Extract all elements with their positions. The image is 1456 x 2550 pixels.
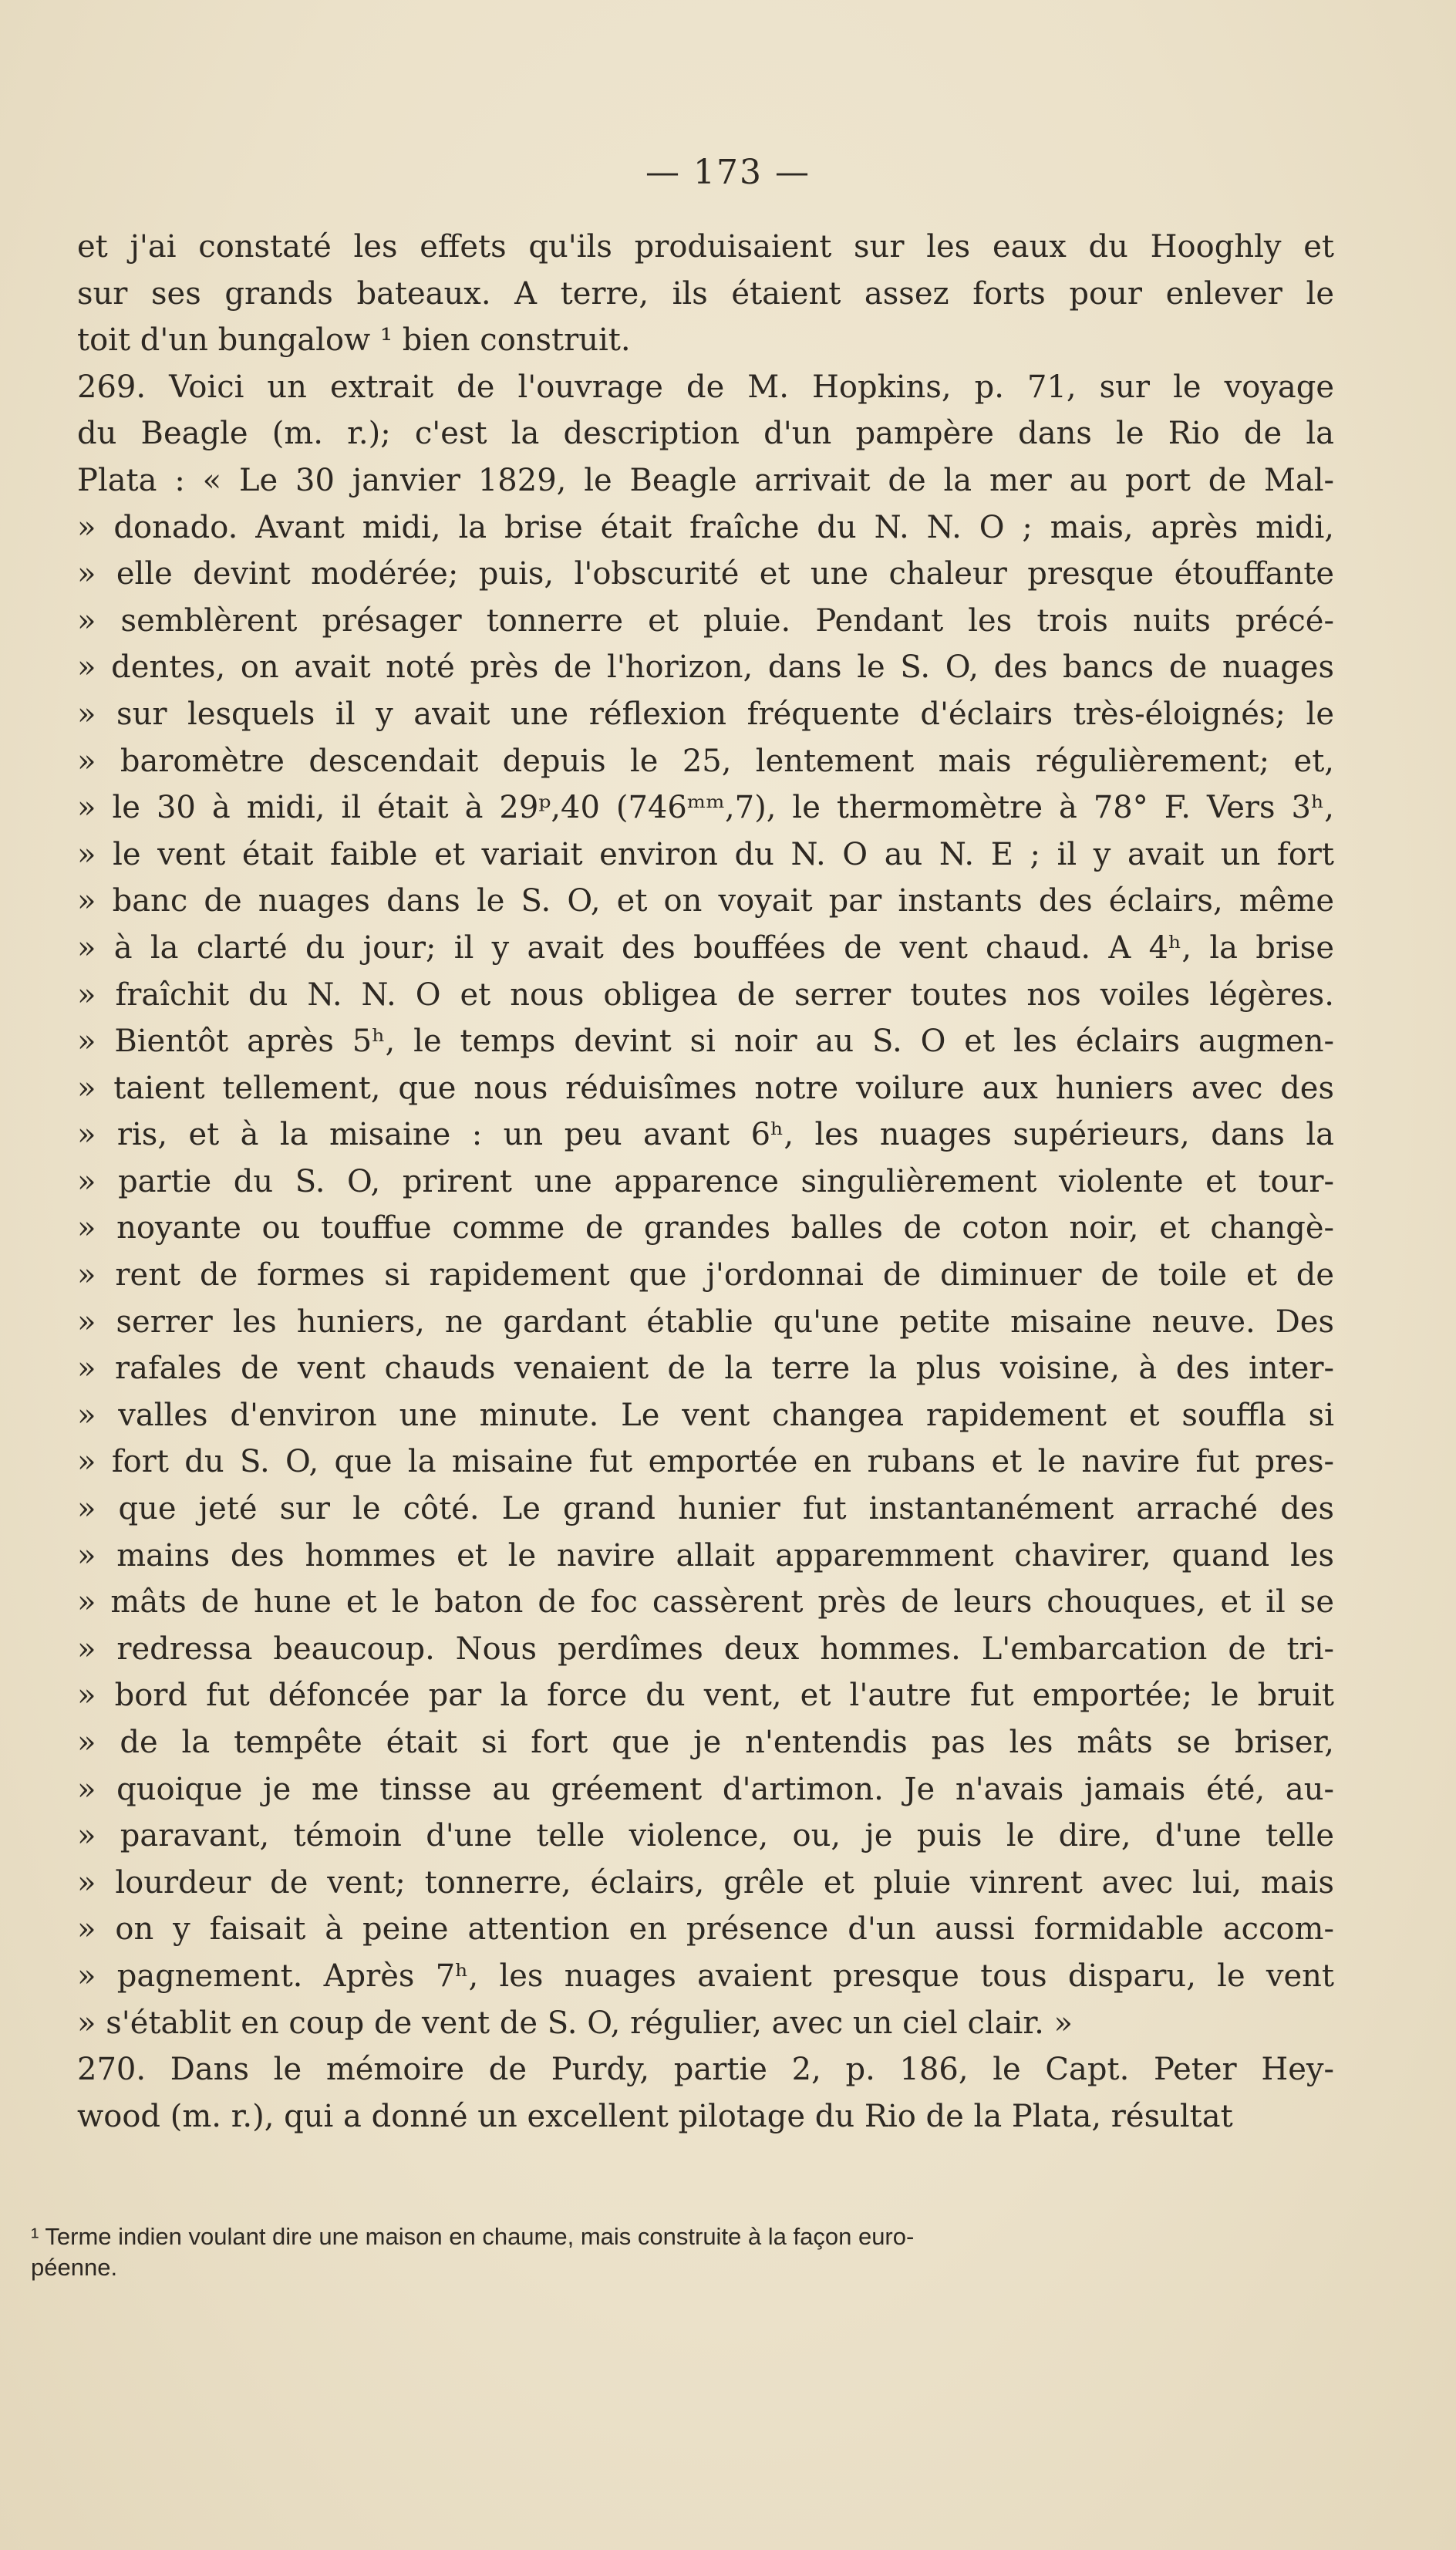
text-line: » dentes, on avait noté près de l'horizon, dans le S. O, des bancs de nuages <box>77 649 1334 686</box>
page-number: — 173 — <box>645 153 811 192</box>
body-text <box>77 224 1334 2140</box>
text-line: » lourdeur de vent; tonnerre, éclairs, grêle et pluie vinrent avec lui, mais <box>77 1864 1334 1901</box>
text-line: » noyante ou touffue comme de grandes balles de coton noir, et changè- <box>77 1210 1334 1246</box>
text-line: » mains des hommes et le navire allait apparemment chavirer, quand les <box>77 1537 1334 1574</box>
text-line: » donado. Avant midi, la brise était fraîche du N. N. O ; mais, après midi, <box>77 509 1334 545</box>
text-line: » le vent était faible et variait environ du N. O au N. E ; il y avait un fort <box>77 836 1334 872</box>
text-line: toit d'un bungalow ¹ bien construit. <box>77 322 631 359</box>
text-line: » rafales de vent chauds venaient de la terre la plus voisine, à des inter- <box>77 1351 1334 1387</box>
text-line: » rent de formes si rapidement que j'ordonnai de diminuer de toile et de <box>77 1257 1334 1294</box>
text-line: » de la tempête était si fort que je n'entendis pas les mâts se briser, <box>77 1725 1334 1760</box>
text-line: » banc de nuages dans le S. O, et on voyait par instants des éclairs, même <box>77 883 1334 919</box>
text-line: » valles d'environ une minute. Le vent changea rapidement et souffla si <box>77 1397 1334 1433</box>
text-line: » semblèrent présager tonnerre et pluie. Pendant les trois nuits précé- <box>77 602 1334 639</box>
footnote <box>31 2221 1280 2283</box>
text-line: » mâts de hune et le baton de foc cassèrent près de leurs chouques, et il se <box>77 1584 1334 1621</box>
footnote-line: péenne. <box>31 2254 118 2281</box>
text-line: 269. Voici un extrait de l'ouvrage de M. Hopkins, p. 71, sur le voyage <box>77 369 1334 405</box>
text-line: » redressa beaucoup. Nous perdîmes deux hommes. L'embarcation de tri- <box>77 1631 1334 1667</box>
text-line: » le 30 à midi, il était à 29ᵖ,40 (746ᵐᵐ,7), le thermomètre à 78° F. Vers 3ʰ, <box>77 790 1334 826</box>
text-line: » paravant, témoin d'une telle violence, ou, je puis le dire, d'une telle <box>77 1818 1334 1854</box>
text-line: du Beagle (m. r.); c'est la description d'un pampère dans le Rio de la <box>77 416 1334 452</box>
text-line: sur ses grands bateaux. A terre, ils étaient assez forts pour enlever le <box>77 275 1334 312</box>
text-line: » pagnement. Après 7ʰ, les nuages avaient presque tous disparu, le vent <box>77 1958 1334 1994</box>
text-line: » serrer les huniers, ne gardant établie qu'une petite misaine neuve. Des <box>77 1304 1334 1340</box>
text-line: » taient tellement, que nous réduisîmes notre voilure aux huniers avec des <box>77 1070 1334 1106</box>
text-line: » fraîchit du N. N. O et nous obligea de serrer toutes nos voiles légères. <box>77 976 1334 1013</box>
text-line: » elle devint modérée; puis, l'obscurité et une chaleur presque étouffante <box>77 556 1334 592</box>
text-line: » bord fut défoncée par la force du vent, et l'autre fut emportée; le bruit <box>77 1678 1334 1714</box>
text-line: 270. Dans le mémoire de Purdy, partie 2, p. 186, le Capt. Peter Hey- <box>77 2052 1334 2088</box>
text-line: » quoique je me tinsse au gréement d'artimon. Je n'avais jamais été, au- <box>77 1771 1334 1807</box>
text-line: » Bientôt après 5ʰ, le temps devint si noir au S. O et les éclairs augmen- <box>77 1024 1334 1060</box>
text-line: » sur lesquels il y avait une réflexion fréquente d'éclairs très-éloignés; le <box>77 696 1334 732</box>
text-line: » baromètre descendait depuis le 25, lentement mais régulièrement; et, <box>77 743 1334 779</box>
footnote-line: ¹ Terme indien voulant dire une maison en chaume, mais construite à la façon euro- <box>31 2223 915 2250</box>
text-line: et j'ai constaté les effets qu'ils produisaient sur les eaux du Hooghly et <box>77 229 1334 265</box>
text-line: » ris, et à la misaine : un peu avant 6ʰ, les nuages supérieurs, dans la <box>77 1117 1334 1153</box>
text-line: » partie du S. O, prirent une apparence singulièrement violente et tour- <box>77 1163 1334 1199</box>
text-line: Plata : « Le 30 janvier 1829, le Beagle arrivait de la mer au port de Mal- <box>77 462 1334 498</box>
text-line: » on y faisait à peine attention en présence d'un aussi formidable accom- <box>77 1911 1334 1948</box>
text-line: » à la clarté du jour; il y avait des bouffées de vent chaud. A 4ʰ, la brise <box>77 929 1334 966</box>
text-line: » fort du S. O, que la misaine fut emportée en rubans et le navire fut pres- <box>77 1444 1334 1480</box>
text-line: » que jeté sur le côté. Le grand hunier fut instantanément arraché des <box>77 1491 1334 1527</box>
text-line: » s'établit en coup de vent de S. O, régulier, avec un ciel clair. » <box>77 2005 1073 2041</box>
text-line: wood (m. r.), qui a donné un excellent pilotage du Rio de la Plata, résultat <box>77 2098 1233 2134</box>
